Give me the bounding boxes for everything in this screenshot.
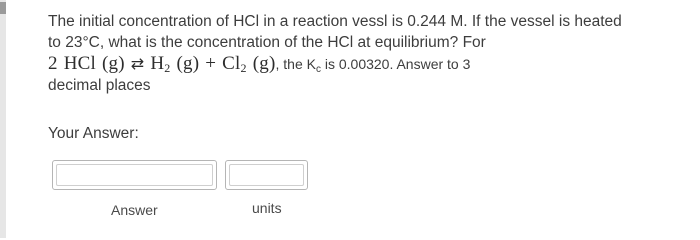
question-line-4: decimal places bbox=[48, 77, 151, 94]
equation-line bbox=[48, 53, 678, 75]
left-edge-bar bbox=[0, 0, 6, 238]
eq-rhs2-state: (g) bbox=[252, 53, 276, 74]
chemical-equation bbox=[48, 53, 276, 74]
scroll-marker bbox=[0, 2, 6, 14]
units-input[interactable] bbox=[225, 160, 308, 190]
eq-rhs2-species: Cl bbox=[222, 53, 241, 74]
units-field-label: units bbox=[252, 200, 282, 216]
question-text bbox=[48, 11, 678, 96]
kc-subscript: c bbox=[315, 64, 321, 75]
eq-rhs1-state: (g) bbox=[176, 53, 200, 74]
answer-input[interactable] bbox=[52, 160, 217, 190]
eq-plus: + bbox=[205, 53, 217, 74]
eq-rhs1-species: H bbox=[150, 53, 165, 74]
eq-lhs-species: HCl bbox=[63, 53, 96, 74]
units-input-inner-border bbox=[229, 164, 304, 186]
kc-suffix: is 0.00320. Answer to 3 bbox=[320, 56, 471, 72]
eq-lhs-state: (g) bbox=[101, 53, 125, 74]
eq-lhs-coeff: 2 bbox=[48, 53, 58, 74]
answer-field-label: Answer bbox=[111, 202, 158, 218]
eq-rhs2-sub: 2 bbox=[240, 61, 247, 75]
answer-input-inner-border bbox=[56, 164, 213, 186]
question-line-2: to 23°C, what is the concentration of the HCl at equilibrium? For bbox=[48, 34, 486, 51]
equilibrium-arrow-icon: ⇄ bbox=[130, 54, 145, 73]
question-line-1: The initial concentration of HCl in a reaction vessl is 0.244 M. If the vessel is heated bbox=[48, 13, 622, 30]
your-answer-label: Your Answer: bbox=[48, 125, 139, 142]
eq-rhs1-sub: 2 bbox=[164, 61, 171, 75]
kc-prefix: , the K bbox=[275, 56, 316, 72]
